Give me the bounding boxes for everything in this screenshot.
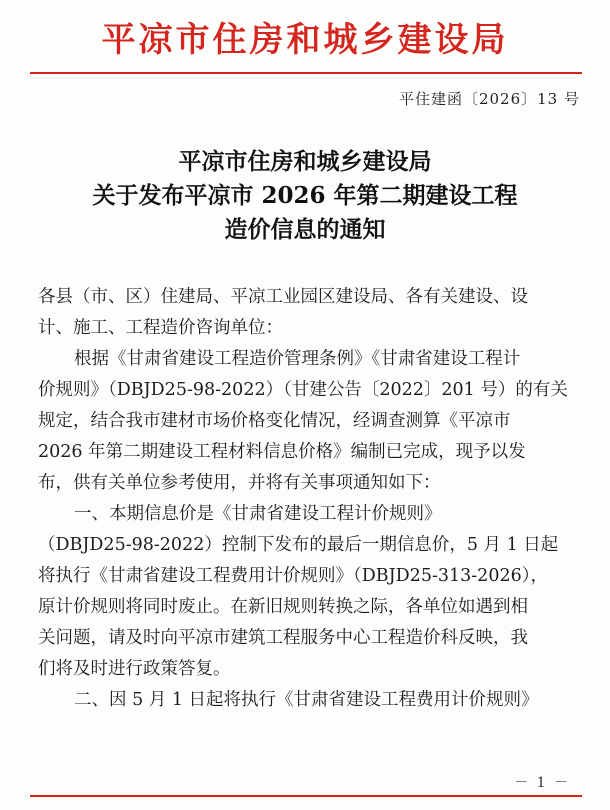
paragraph-line: 关问题，请及时向平凉市建筑工程服务中心工程造价科反映，我 — [38, 628, 528, 648]
paragraph-line: 将执行《甘肃省建设工程费用计价规则》（DBJD25-313-2026）， — [38, 566, 548, 586]
paragraph-line: 规定，结合我市建材市场价格变化情况，经调查测算《平凉市 — [38, 411, 511, 431]
footer-red-rule — [30, 795, 582, 797]
paragraph-line: 根据《甘肃省建设工程造价管理条例》《甘肃省建设工程计 — [74, 349, 521, 369]
paragraph-line: （DBJD25-98-2022）控制下发布的最后一期信息价，5 月 1 日起 — [38, 535, 559, 555]
paragraph-line: 2026 年第二期建设工程材料信息价格》编制已完成，现予以发 — [38, 442, 526, 462]
document-number: 平住建函〔2026〕13 号 — [398, 90, 580, 108]
page-number: － 1 － — [514, 775, 570, 791]
org-header-title: 平凉市住房和城乡建设局 — [101, 20, 509, 60]
paragraph-line: 原计价规则将同时废止。在新旧规则转换之际，各单位如遇到相 — [38, 597, 528, 617]
salutation-line: 计、施工、工程造价咨询单位： — [38, 318, 283, 338]
paragraph-line: 价规则》（DBJD25-98-2022）（甘建公告〔2022〕201 号）的有关 — [38, 380, 568, 400]
salutation-line: 各县（市、区）住建局、平凉工业园区建设局、各有关建设、设 — [38, 287, 528, 307]
paragraph-line: 们将及时进行政策答复。 — [38, 659, 231, 679]
paragraph-line: 一、本期信息价是《甘肃省建设工程计价规则》 — [74, 504, 442, 524]
title-line-2: 关于发布平凉市 2026 年第二期建设工程 — [92, 182, 518, 209]
title-line-1: 平凉市住房和城乡建设局 — [178, 148, 432, 175]
paragraph-line: 布，供有关单位参考使用，并将有关事项通知如下： — [38, 473, 441, 493]
notice-body — [38, 282, 590, 716]
notice-title — [0, 145, 610, 247]
header-red-rule — [30, 72, 582, 74]
paragraph-line: 二、因 5 月 1 日起将执行《甘肃省建设工程费用计价规则》 — [74, 690, 539, 710]
title-line-3: 造价信息的通知 — [224, 216, 386, 243]
